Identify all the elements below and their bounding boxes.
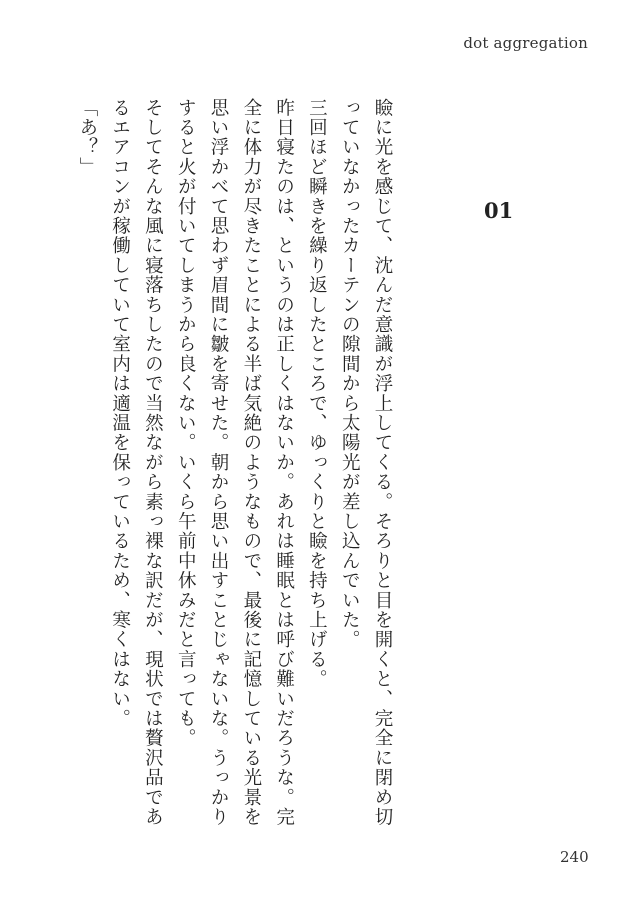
page-number: 240 [560,848,589,866]
running-header: dot aggregation [463,34,588,52]
paragraph: 「あ？」 [76,98,98,177]
paragraph: 昨日寝たのは、というのは正しくはないか。あれは睡眠とは呼び難いだろうな。完全に体力が尽きたことによる半ば気絶のようなもので、最後に記憶している光景を思い浮かべて思わず眉間に皺を寄せた。朝から思い出すことじゃないな。うっかりすると火が付いてしまうから良くない。いくら午前中休みだと言っても。 [175,98,295,827]
paragraph: そしてそんな風に寝落ちしたので当然ながら素っ裸な訳だが、現状では贅沢品であるエアコンが稼働していて室内は適温を保っているため、寒くはない。 [109,98,164,827]
body-text [70,98,398,838]
chapter-number: 01 [484,198,514,223]
paragraph: 三回ほど瞬きを繰り返したところで、ゆっくりと瞼を持ち上げる。 [306,98,328,689]
paragraph: 瞼に光を感じて、沈んだ意識が浮上してくる。そろりと目を開くと、完全に閉め切っていなかったカーテンの隙間から太陽光が差し込んでいた。 [339,98,393,827]
